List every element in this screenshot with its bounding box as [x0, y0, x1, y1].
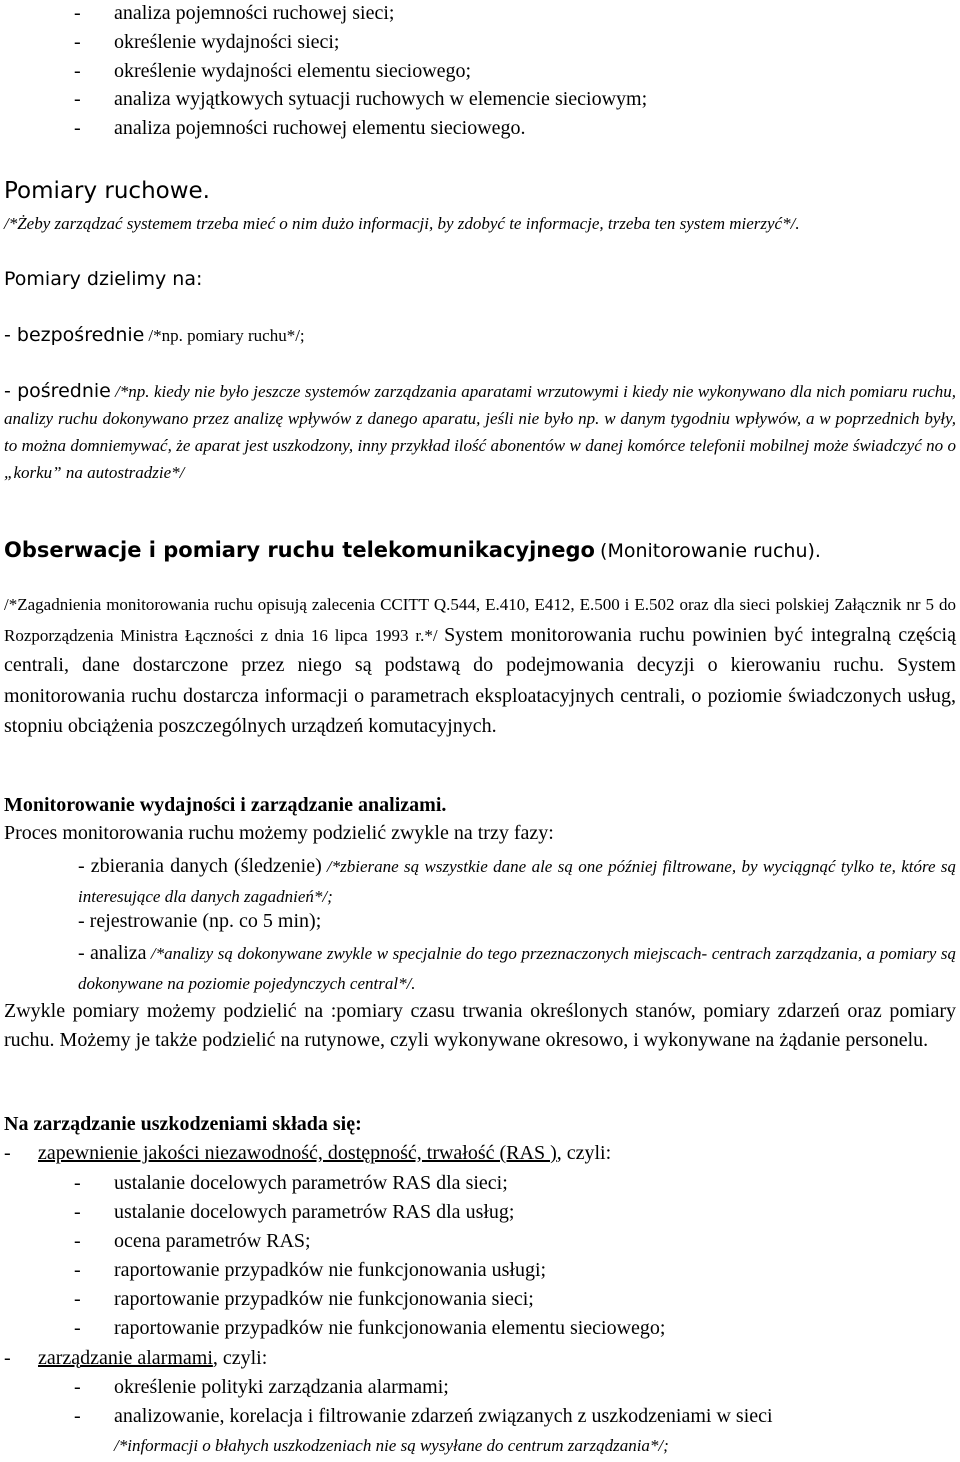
obserwacje-paragraph: /*Zagadnienia monitorowania ruchu opisują zalecenia CCITT Q.544, E.410, E412, E.500 i E.502 oraz dla sieci polskiej Załącznik nr 5 do Rozporządzenia Ministra Łączności z dnia 16 lipca 1993 r.*/ System monitorowania ruchu powinien być integralną częścią centrali, dane dostarczone przez niego są podstawą do podejmowania decyzji o kierowaniu ruchu. System monitorowania ruchu dostarcza informacji o parametrach eksploatacyjnych centrali, o poziomie świadczonych usług, stopniu obciążenia poszczególnych urządzeń komutacyjnych. — [4, 595, 956, 737]
pomiary-comment: /*Żeby zarządzać systemem trzeba mieć o nim dużo informacji, by zdobyć te informacje, trzeba ten system mierzyć*/. — [4, 214, 800, 233]
list-item: - określenie polityki zarządzania alarmami; — [74, 1376, 449, 1398]
list-item: - ustalanie docelowych parametrów RAS dla sieci; — [74, 1172, 508, 1194]
list-item: - analiza wyjątkowych sytuacji ruchowych w elemencie sieciowym; — [74, 88, 648, 110]
section-heading-uszkodzenia: Na zarządzanie uszkodzeniami składa się: — [4, 1113, 362, 1135]
list-item: - określenie wydajności sieci; — [74, 31, 340, 53]
alarmy-comment: /*informacji o błahych uszkodzeniach nie są wysyłane do centrum zarządzania*/; — [114, 1436, 669, 1455]
list-item: - analiza pojemności ruchowej elementu sieciowego. — [74, 117, 526, 139]
section-heading-pomiary: Pomiary ruchowe. — [4, 178, 210, 204]
phase-3: - analiza /*analizy są dokonywane zwykle w specjalnie do tego przeznaczonych miejscach- centrach zarządzania, a pomiary są dokonywane na poziomie pojedynczych central*/. — [78, 942, 957, 993]
uszkodzenia-item-ras: - zapewnienie jakości niezawodność, dostępność, trwałość (RAS ), czyli: — [4, 1142, 612, 1164]
pomiary-indirect: - pośrednie /*np. kiedy nie było jeszcze systemów zarządzania aparatami wrzutowymi i kiedy nie wykonywano dla nich pomiaru ruchu, analizy ruchu dokonywano przez analizę wpływów z danego aparatu, jeśli nie było np. w danym tygodniu wpływów, a w poprzednich były, to można domniemywać, że aparat jest uszkodzony, inny przykład ilość abonentów w danej komórce telefonii mobilnej może świadczyć no o „korku” na autostradzie*/ — [4, 380, 957, 482]
monitorowanie-summary: Zwykle pomiary możemy podzielić na :pomiary czasu trwania określonych stanów, pomiary zdarzeń oraz pomiary ruchu. Możemy je także podzielić na rutynowe, czyli wykonywane okresowo, i wykonywane na żądanie personelu. — [4, 1000, 956, 1051]
list-item: - raportowanie przypadków nie funkcjonowania elementu sieciowego; — [74, 1317, 666, 1339]
section-heading-obserwacje: Obserwacje i pomiary ruchu telekomunikacyjnego (Monitorowanie ruchu). — [4, 538, 821, 562]
list-item: - raportowanie przypadków nie funkcjonowania usługi; — [74, 1259, 547, 1281]
pomiary-direct: - bezpośrednie /*np. pomiary ruchu*/; — [4, 324, 305, 346]
monitorowanie-intro: Proces monitorowania ruchu możemy podzielić zwykle na trzy fazy: — [4, 822, 554, 844]
list-item: - ocena parametrów RAS; — [74, 1230, 311, 1252]
phase-2: - rejestrowanie (np. co 5 min); — [78, 910, 322, 932]
list-item: - raportowanie przypadków nie funkcjonowania sieci; — [74, 1288, 534, 1310]
list-item: - analizowanie, korelacja i filtrowanie zdarzeń związanych z uszkodzeniami w sieci — [74, 1405, 773, 1427]
phase-1: - zbierania danych (śledzenie) /*zbierane są wszystkie dane ale są one później filtrowane, by wyciągnąć tylko te, które są interesujące dla danych zagadnień*/; — [78, 855, 957, 906]
uszkodzenia-item-alarmy: - zarządzanie alarmami, czyli: — [4, 1347, 268, 1369]
pomiary-intro: Pomiary dzielimy na: — [4, 268, 203, 290]
list-item: - analiza pojemności ruchowej sieci; — [74, 2, 395, 24]
list-item: - określenie wydajności elementu sieciowego; — [74, 60, 472, 82]
section-heading-monitorowanie: Monitorowanie wydajności i zarządzanie analizami. — [4, 794, 447, 816]
list-item: - ustalanie docelowych parametrów RAS dla usług; — [74, 1201, 515, 1223]
